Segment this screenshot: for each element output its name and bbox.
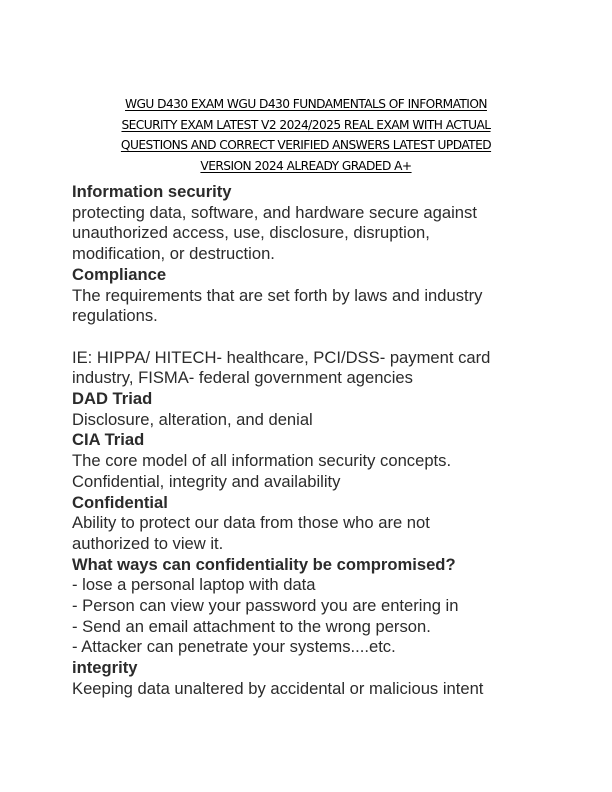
term-heading: Confidential xyxy=(72,492,168,512)
definition-line: - Send an email attachment to the wrong person. xyxy=(72,616,431,636)
definition-line: unauthorized access, use, disclosure, disruption, xyxy=(72,223,430,243)
term-heading: Information security xyxy=(72,182,232,201)
entry-compliance xyxy=(72,265,542,389)
entry-information-security xyxy=(72,182,542,265)
blank-line xyxy=(72,327,542,348)
definition-line: The core model of all information security concepts. xyxy=(72,451,452,471)
title-line: WGU D430 EXAM WGU D430 FUNDAMENTALS OF INFORMATION xyxy=(125,97,487,111)
definition-line: Disclosure, alteration, and denial xyxy=(72,409,313,429)
definition-line: - Person can view your password you are entering in xyxy=(72,596,459,616)
definition-line: IE: HIPPA/ HITECH- healthcare, PCI/DSS- payment card xyxy=(72,347,491,367)
definition-line: Confidential, integrity and availability xyxy=(72,471,341,491)
entry-confidentiality-compromise xyxy=(72,555,542,659)
entry-dad-triad xyxy=(72,389,542,430)
definition-line: - lose a personal laptop with data xyxy=(72,575,316,595)
document-title xyxy=(82,94,530,176)
definition-line: modification, or destruction. xyxy=(72,244,275,264)
title-line: SECURITY EXAM LATEST V2 2024/2025 REAL EXAM WITH ACTUAL xyxy=(121,117,491,132)
term-heading: integrity xyxy=(72,658,138,678)
definition-line: Ability to protect our data from those who are not xyxy=(72,513,430,533)
term-heading: DAD Triad xyxy=(72,389,153,409)
definition-line: Keeping data unaltered by accidental or malicious intent xyxy=(72,678,484,698)
entry-confidential xyxy=(72,493,542,555)
entry-integrity xyxy=(72,658,542,699)
flashcard-list xyxy=(72,182,542,700)
term-heading: Compliance xyxy=(72,264,167,284)
term-heading: CIA Triad xyxy=(72,430,145,450)
term-heading: What ways can confidentiality be compromised? xyxy=(72,554,456,574)
definition-line: industry, FISMA- federal government agencies xyxy=(72,368,413,388)
definition-line: authorized to view it. xyxy=(72,533,224,553)
definition-line: regulations. xyxy=(72,306,158,326)
definition-line: - Attacker can penetrate your systems....etc. xyxy=(72,637,396,657)
title-line: VERSION 2024 ALREADY GRADED A+ xyxy=(200,158,412,173)
entry-cia-triad xyxy=(72,430,542,492)
definition-line: The requirements that are set forth by laws and industry xyxy=(72,285,483,305)
title-line: QUESTIONS AND CORRECT VERIFIED ANSWERS LATEST UPDATED xyxy=(120,138,492,152)
definition-line: protecting data, software, and hardware secure against xyxy=(72,202,477,222)
